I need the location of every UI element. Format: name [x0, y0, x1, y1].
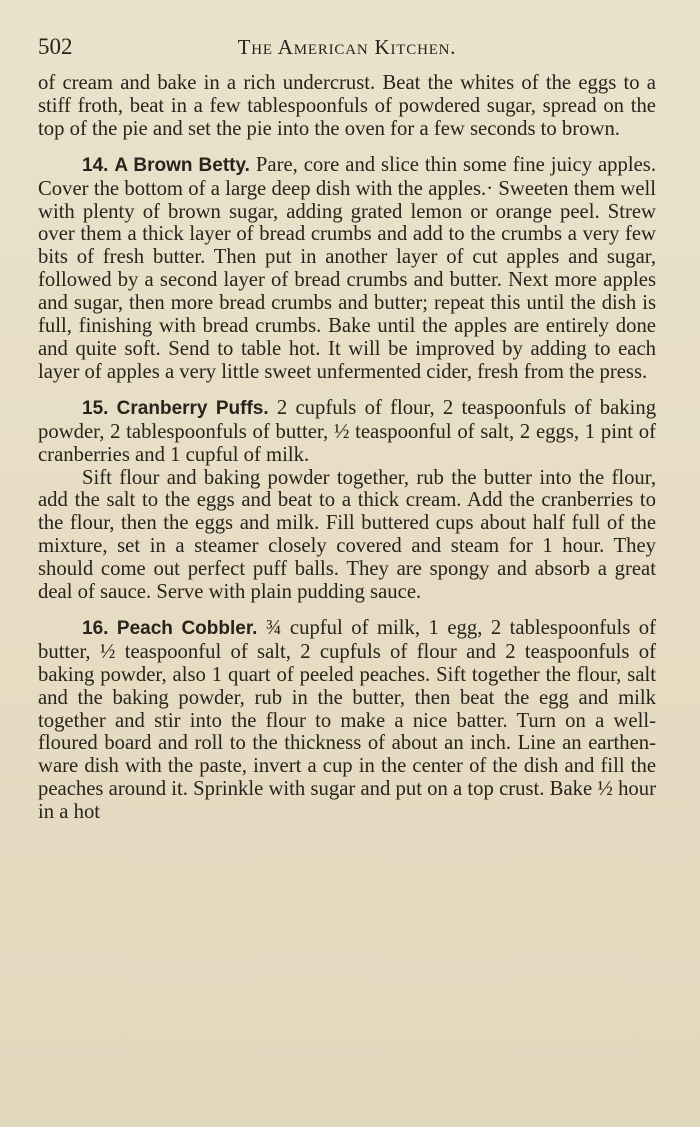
recipe-number: 14.: [82, 154, 109, 176]
recipe-title: A Brown Betty.: [114, 154, 250, 176]
page-number: 502: [38, 34, 73, 59]
continued-paragraph: of cream and bake in a rich undercrust. Beat the whites of the eggs to a stiff froth, beat in a few tablespoonfuls of powdered sugar, spread on the top of the pie and set the pie into the oven for a few seconds to brown.: [38, 72, 656, 140]
recipe-title: Cranberry Puffs.: [116, 397, 269, 419]
recipe-number: 15.: [82, 397, 109, 419]
recipe-number: 16.: [82, 617, 109, 639]
recipe-ingredients: 2 cupfuls of flour, 2 teaspoonfuls of baking powder, 2 tablespoonfuls of butter, ½ teaspoonful of salt, 2 eggs, 1 pint of cranberries and 1 cupful of milk.: [38, 396, 657, 466]
running-head: The American Kitchen.: [237, 35, 457, 59]
recipe-title: Peach Cobbler.: [116, 617, 258, 639]
page-header: [38, 30, 656, 64]
recipe-14-paragraph: [38, 154, 656, 384]
recipe-body: ¾ cupful of milk, 1 egg, 2 tablespoonfuls of butter, ½ teaspoonful of salt, 2 cupfuls of flour and 2 teaspoonfuls of baking powder, also 1 quart of peeled peaches. Sift together the flour, salt and the baking powder, rub in the butter, then beat the egg and milk together and stir into the flour to make a nice batter. Turn on a well-floured board and roll to the thickness of about an inch. Line an earthenware dish with the paste, invert a cup in the center of the dish and fill the peaches around it. Sprinkle with sugar and put on a top crust. Bake ½ hour in a hot: [38, 616, 656, 824]
recipe-body: Pare, core and slice thin some fine juicy apples. Cover the bottom of a large deep dish with the apples.· Sweeten them well with plenty of brown sugar, adding grated lemon or orange peel. Strew over them a thick layer of bread crumbs and add to the crumbs a very few bits of fresh butter. Then put in another layer of cut apples and sugar, followed by a second layer of bread crumbs and butter. Next more apples and sugar, then more bread crumbs and butter; repeat this until the dish is full, finishing with bread crumbs. Bake until the apples are entirely done and quite soft. Send to table hot. It will be improved by adding to each layer of apples a very little sweet unfermented cider, fresh from the press.: [38, 153, 657, 383]
recipe-16-paragraph: [38, 617, 656, 824]
recipe-15-paragraph: [38, 397, 656, 467]
recipe-15-method: Sift flour and baking powder together, rub the butter into the flour, add the salt to the eggs and beat to a thick cream. Add the cranberries to the flour, then the eggs and milk. Fill buttered cups about half full of the mixture, set in a steamer closely covered and steam for 1 hour. They should come out perfect puff balls. They are spongy and absorb a great deal of sauce. Serve with plain pudding sauce.: [38, 466, 656, 604]
